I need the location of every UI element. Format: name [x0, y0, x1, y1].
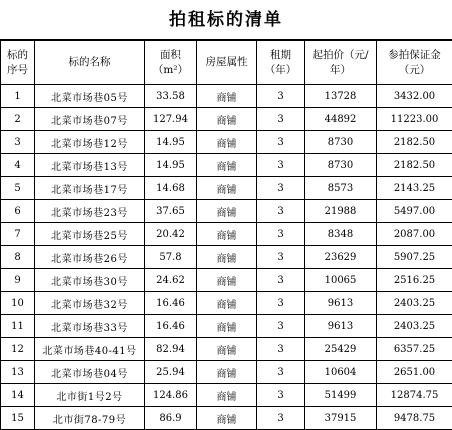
cell-term: 3 — [257, 131, 305, 154]
cell-rent: 8730 — [305, 131, 377, 154]
cell-name: 北菜市场巷32号 — [35, 292, 145, 315]
cell-deposit: 9478.75 — [377, 407, 452, 430]
cell-deposit: 2182.50 — [377, 131, 452, 154]
cell-type: 商铺 — [197, 269, 257, 292]
cell-rent: 21988 — [305, 200, 377, 223]
cell-no: 14 — [1, 384, 35, 407]
table-row — [1, 292, 452, 315]
listing-table — [0, 40, 452, 430]
table-row — [1, 384, 452, 407]
header-type: 房屋属性 — [197, 41, 257, 85]
cell-name: 北菜市场巷25号 — [35, 223, 145, 246]
cell-deposit: 6357.25 — [377, 338, 452, 361]
table-row — [1, 85, 452, 108]
cell-term: 3 — [257, 361, 305, 384]
cell-rent: 8730 — [305, 154, 377, 177]
cell-rent: 51499 — [305, 384, 377, 407]
cell-area: 82.94 — [145, 338, 197, 361]
cell-area: 14.95 — [145, 154, 197, 177]
cell-rent: 23629 — [305, 246, 377, 269]
cell-deposit: 12874.75 — [377, 384, 452, 407]
cell-no: 8 — [1, 246, 35, 269]
cell-term: 3 — [257, 108, 305, 131]
cell-rent: 25429 — [305, 338, 377, 361]
header-area: 面积（m²） — [145, 41, 197, 85]
cell-rent: 9613 — [305, 292, 377, 315]
cell-no: 3 — [1, 131, 35, 154]
cell-area: 37.65 — [145, 200, 197, 223]
cell-area: 16.46 — [145, 292, 197, 315]
table-row — [1, 246, 452, 269]
cell-name: 北市街78-79号 — [35, 407, 145, 430]
cell-deposit: 5907.25 — [377, 246, 452, 269]
cell-term: 3 — [257, 177, 305, 200]
cell-type: 商铺 — [197, 154, 257, 177]
cell-term: 3 — [257, 315, 305, 338]
cell-type: 商铺 — [197, 223, 257, 246]
cell-deposit: 2651.00 — [377, 361, 452, 384]
cell-no: 15 — [1, 407, 35, 430]
cell-rent: 10604 — [305, 361, 377, 384]
cell-rent: 8573 — [305, 177, 377, 200]
cell-area: 25.94 — [145, 361, 197, 384]
cell-rent: 8348 — [305, 223, 377, 246]
cell-type: 商铺 — [197, 200, 257, 223]
cell-type: 商铺 — [197, 361, 257, 384]
cell-name: 北菜市场巷17号 — [35, 177, 145, 200]
cell-term: 3 — [257, 246, 305, 269]
cell-term: 3 — [257, 338, 305, 361]
cell-area: 14.68 — [145, 177, 197, 200]
cell-deposit: 2143.25 — [377, 177, 452, 200]
cell-type: 商铺 — [197, 292, 257, 315]
cell-area: 14.95 — [145, 131, 197, 154]
cell-no: 11 — [1, 315, 35, 338]
cell-term: 3 — [257, 200, 305, 223]
cell-deposit: 2182.50 — [377, 154, 452, 177]
cell-name: 北菜市场巷05号 — [35, 85, 145, 108]
cell-no: 9 — [1, 269, 35, 292]
cell-deposit: 5497.00 — [377, 200, 452, 223]
cell-no: 7 — [1, 223, 35, 246]
cell-no: 1 — [1, 85, 35, 108]
cell-type: 商铺 — [197, 177, 257, 200]
cell-name: 北市街1号2号 — [35, 384, 145, 407]
cell-name: 北菜市场巷23号 — [35, 200, 145, 223]
table-row — [1, 177, 452, 200]
header-row — [1, 41, 452, 85]
cell-term: 3 — [257, 223, 305, 246]
cell-term: 3 — [257, 407, 305, 430]
table-row — [1, 361, 452, 384]
document-title: 拍租标的清单 — [0, 0, 452, 40]
cell-rent: 10065 — [305, 269, 377, 292]
table-row — [1, 223, 452, 246]
table-row — [1, 154, 452, 177]
cell-no: 5 — [1, 177, 35, 200]
cell-name: 北菜市场巷33号 — [35, 315, 145, 338]
cell-type: 商铺 — [197, 407, 257, 430]
table-body — [1, 85, 452, 430]
cell-type: 商铺 — [197, 108, 257, 131]
cell-deposit: 11223.00 — [377, 108, 452, 131]
cell-rent: 44892 — [305, 108, 377, 131]
cell-area: 20.42 — [145, 223, 197, 246]
cell-term: 3 — [257, 292, 305, 315]
cell-name: 北菜市场巷40-41号 — [35, 338, 145, 361]
cell-no: 6 — [1, 200, 35, 223]
cell-area: 16.46 — [145, 315, 197, 338]
cell-no: 2 — [1, 108, 35, 131]
cell-rent: 9613 — [305, 315, 377, 338]
cell-deposit: 2087.00 — [377, 223, 452, 246]
table-row — [1, 269, 452, 292]
cell-area: 124.86 — [145, 384, 197, 407]
cell-term: 3 — [257, 154, 305, 177]
cell-no: 12 — [1, 338, 35, 361]
cell-area: 57.8 — [145, 246, 197, 269]
header-deposit: 参拍保证金（元） — [377, 41, 452, 85]
cell-name: 北菜市场巷12号 — [35, 131, 145, 154]
table-row — [1, 407, 452, 430]
cell-area: 86.9 — [145, 407, 197, 430]
cell-term: 3 — [257, 85, 305, 108]
cell-no: 13 — [1, 361, 35, 384]
cell-deposit: 3432.00 — [377, 85, 452, 108]
cell-deposit: 2516.25 — [377, 269, 452, 292]
table-row — [1, 338, 452, 361]
cell-rent: 13728 — [305, 85, 377, 108]
cell-term: 3 — [257, 384, 305, 407]
cell-term: 3 — [257, 269, 305, 292]
table-row — [1, 131, 452, 154]
table-row — [1, 315, 452, 338]
cell-rent: 37915 — [305, 407, 377, 430]
cell-area: 127.94 — [145, 108, 197, 131]
header-no: 标的序号 — [1, 41, 35, 85]
cell-type: 商铺 — [197, 338, 257, 361]
table-row — [1, 108, 452, 131]
cell-area: 33.58 — [145, 85, 197, 108]
header-name: 标的名称 — [35, 41, 145, 85]
cell-type: 商铺 — [197, 246, 257, 269]
header-term: 租期（年） — [257, 41, 305, 85]
cell-type: 商铺 — [197, 85, 257, 108]
cell-no: 4 — [1, 154, 35, 177]
cell-name: 北菜市场巷07号 — [35, 108, 145, 131]
cell-area: 24.62 — [145, 269, 197, 292]
cell-type: 商铺 — [197, 315, 257, 338]
table-row — [1, 200, 452, 223]
cell-name: 北菜市场巷26号 — [35, 246, 145, 269]
cell-type: 商铺 — [197, 131, 257, 154]
header-rent: 起拍价（元/年） — [305, 41, 377, 85]
cell-name: 北菜市场巷04号 — [35, 361, 145, 384]
cell-deposit: 2403.25 — [377, 292, 452, 315]
cell-no: 10 — [1, 292, 35, 315]
cell-name: 北菜市场巷30号 — [35, 269, 145, 292]
cell-name: 北菜市场巷13号 — [35, 154, 145, 177]
cell-deposit: 2403.25 — [377, 315, 452, 338]
cell-type: 商铺 — [197, 384, 257, 407]
